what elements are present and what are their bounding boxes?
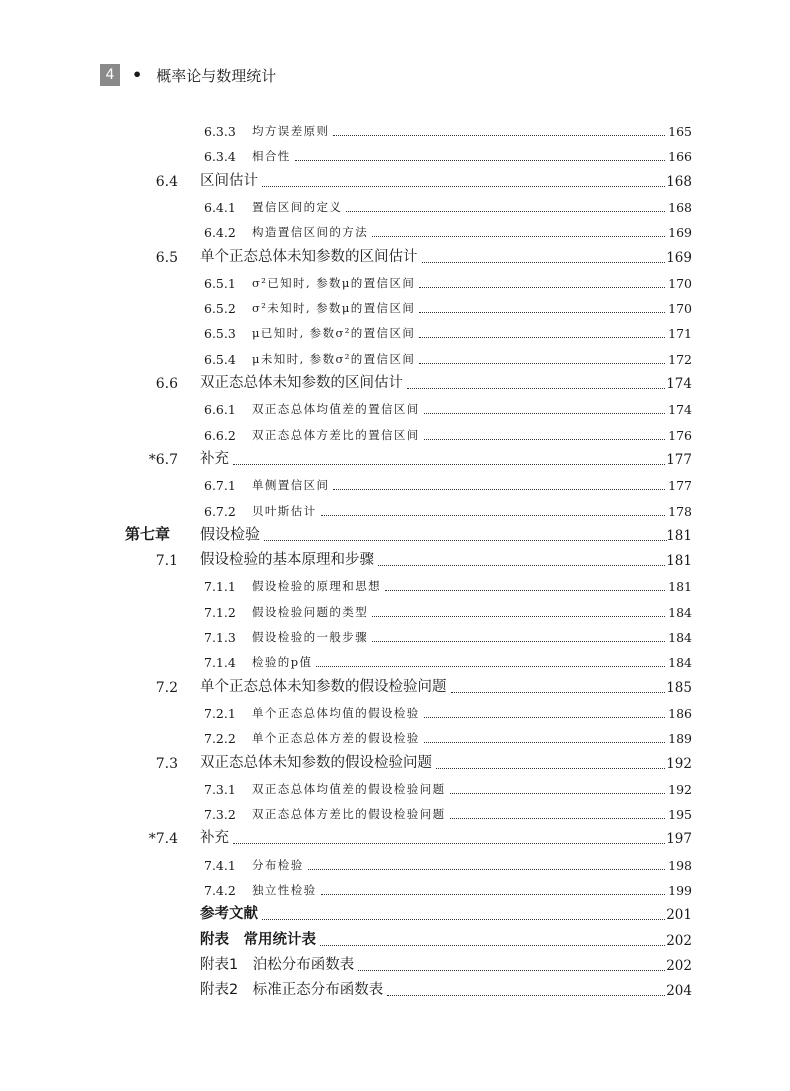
toc-entry xyxy=(0,599,790,623)
toc-entry-number: 第七章 xyxy=(125,524,171,543)
toc-entry-number: 7.2.2 xyxy=(204,731,236,747)
toc-entry-number: 6.5.1 xyxy=(204,275,236,291)
toc-entry-title: 双正态总体未知参数的区间估计 xyxy=(200,375,403,391)
toc-entry-number: 7.1.1 xyxy=(204,579,236,595)
toc-entry-title: 双正态总体方差比的置信区间 xyxy=(252,427,420,442)
toc-dot-leader xyxy=(419,337,665,338)
toc-entry-title: 单个正态总体均值的假设检验 xyxy=(252,705,420,720)
toc-dot-leader xyxy=(358,970,665,971)
toc-entry-title: 双正态总体均值差的置信区间 xyxy=(252,402,420,417)
toc-dot-leader xyxy=(233,464,665,465)
toc-dot-leader xyxy=(407,388,665,389)
toc-entry-page: 171 xyxy=(668,326,692,342)
toc-entry xyxy=(0,700,790,724)
toc-entry-number: 6.7.2 xyxy=(204,503,236,519)
toc-dot-leader xyxy=(372,236,665,237)
toc-entry-title: 附表2 标准正态分布函数表 xyxy=(200,982,384,999)
toc-entry-title: 补充 xyxy=(200,830,229,847)
toc-dot-leader xyxy=(320,945,665,946)
toc-entry-number: 6.3.3 xyxy=(204,124,236,139)
toc-entry-page: 197 xyxy=(666,831,692,848)
toc-entry-number: *7.4 xyxy=(148,831,178,848)
toc-entry-number: 6.6.2 xyxy=(204,427,236,443)
toc-entry-title: 单侧置信区间 xyxy=(252,478,330,493)
toc-dot-leader xyxy=(316,666,665,667)
toc-entry-title: 独立性检验 xyxy=(252,883,317,897)
toc-entry xyxy=(0,245,790,269)
toc-entry xyxy=(0,447,790,471)
toc-entry-number: 7.1.3 xyxy=(204,630,236,645)
toc-entry-page: 202 xyxy=(666,932,692,949)
toc-entry-title: 构造置信区间的方法 xyxy=(252,225,369,240)
toc-entry-number: 7.1.4 xyxy=(204,655,236,671)
toc-entry-page: 168 xyxy=(668,199,692,215)
toc-dot-leader xyxy=(387,995,665,996)
toc-dot-leader xyxy=(233,843,665,844)
toc-entry xyxy=(0,826,790,850)
toc-entry-page: 177 xyxy=(666,451,692,468)
toc-dot-leader xyxy=(264,540,667,541)
toc-entry-page: 166 xyxy=(668,149,692,165)
toc-entry-title: 分布检验 xyxy=(252,857,304,872)
toc-entry xyxy=(0,928,790,952)
toc-dot-leader xyxy=(346,211,665,212)
toc-entry-number: 7.3 xyxy=(155,755,178,772)
toc-entry-number: 7.3.2 xyxy=(204,807,236,823)
toc-entry xyxy=(0,902,790,926)
toc-entry-number: 6.6.1 xyxy=(204,402,236,418)
toc-entry xyxy=(0,978,790,1002)
toc-entry-page: 174 xyxy=(666,376,692,392)
toc-entry xyxy=(0,624,790,648)
toc-entry-title: 单个正态总体未知参数的假设检验问题 xyxy=(200,678,447,695)
toc-dot-leader xyxy=(419,312,665,313)
page-number: 4 xyxy=(100,64,120,86)
toc-entry-page: 192 xyxy=(666,755,692,772)
toc-entry-title: σ²已知时, 参数μ的置信区间 xyxy=(252,275,416,290)
toc-entry-title: μ未知时, 参数σ²的置信区间 xyxy=(252,351,416,366)
toc-entry-number: 7.3.1 xyxy=(204,781,236,797)
page-header xyxy=(100,64,276,86)
toc-dot-leader xyxy=(424,439,665,440)
toc-entry-title: σ²未知时, 参数μ的置信区间 xyxy=(252,301,416,316)
toc-entry-page: 170 xyxy=(668,275,692,291)
toc-entry-page: 185 xyxy=(666,679,692,696)
toc-entry xyxy=(0,320,790,344)
toc-entry-page: 181 xyxy=(666,553,692,570)
toc-dot-leader xyxy=(424,413,665,414)
toc-entry-page: 199 xyxy=(668,883,692,898)
toc-dot-leader xyxy=(451,692,665,693)
toc-entry-page: 181 xyxy=(666,527,692,544)
toc-entry-title: 置信区间的定义 xyxy=(252,199,343,214)
toc-entry-title: 单个正态总体未知参数的区间估计 xyxy=(200,248,418,265)
toc-entry-title: 双正态总体均值差的假设检验问题 xyxy=(252,781,446,796)
toc-entry-page: 186 xyxy=(668,705,692,721)
toc-entry-title: 假设检验 xyxy=(200,524,261,543)
toc-entry xyxy=(0,953,790,977)
toc-dot-leader xyxy=(385,590,665,591)
toc-entry xyxy=(0,776,790,800)
toc-dot-leader xyxy=(436,768,665,769)
toc-dot-leader xyxy=(372,616,665,617)
toc-entry-title: 参考文献 xyxy=(200,906,258,923)
toc-entry-page: 169 xyxy=(666,249,692,266)
toc-entry-page: 201 xyxy=(666,907,692,924)
toc-dot-leader xyxy=(424,717,665,718)
toc-entry xyxy=(0,169,790,193)
toc-entry-title: 假设检验的基本原理和步骤 xyxy=(200,552,374,569)
toc-entry-page: 202 xyxy=(666,957,692,974)
toc-dot-leader xyxy=(321,894,665,895)
toc-entry-title: 相合性 xyxy=(252,149,291,164)
toc-dot-leader xyxy=(450,818,665,819)
toc-dot-leader xyxy=(450,793,665,794)
toc-entry-page: 170 xyxy=(668,301,692,317)
toc-entry-page: 189 xyxy=(668,731,692,747)
toc-entry xyxy=(0,725,790,749)
toc-entry-page: 184 xyxy=(668,604,692,620)
toc-entry-title: 单个正态总体方差的假设检验 xyxy=(252,731,420,746)
toc-entry xyxy=(0,649,790,673)
toc-entry xyxy=(0,523,790,547)
toc-entry xyxy=(0,751,790,775)
toc-entry-number: 6.5.2 xyxy=(204,301,236,317)
toc-entry xyxy=(0,548,790,572)
toc-dot-leader xyxy=(321,515,665,516)
toc-entry xyxy=(0,422,790,446)
toc-entry-number: 6.5 xyxy=(155,249,178,266)
toc-entry-page: 176 xyxy=(668,427,692,443)
toc-entry-title: μ已知时, 参数σ²的置信区间 xyxy=(252,326,416,341)
toc-entry-title: 补充 xyxy=(200,450,229,467)
toc-entry-number: 7.1.2 xyxy=(204,604,236,620)
toc-entry-title: 区间估计 xyxy=(200,172,258,189)
toc-entry-number: 7.4.2 xyxy=(204,883,236,898)
toc-entry-number: 6.7.1 xyxy=(204,478,236,494)
toc-entry-number: 7.2.1 xyxy=(204,705,236,721)
toc-entry-page: 177 xyxy=(668,478,692,494)
toc-entry xyxy=(0,118,790,142)
toc-entry-title: 双正态总体未知参数的假设检验问题 xyxy=(200,754,432,771)
toc-entry-page: 198 xyxy=(668,857,692,873)
toc-entry-page: 192 xyxy=(668,781,692,797)
toc-entry-number: 6.4.2 xyxy=(204,225,236,241)
toc-dot-leader xyxy=(372,641,665,642)
toc-entry xyxy=(0,498,790,522)
toc-entry-number: 7.1 xyxy=(155,553,178,570)
toc-entry-page: 172 xyxy=(668,351,692,367)
toc-entry xyxy=(0,194,790,218)
toc-entry-title: 双正态总体方差比的假设检验问题 xyxy=(252,807,446,822)
toc-entry xyxy=(0,346,790,370)
toc-entry xyxy=(0,219,790,243)
toc-entry-title: 假设检验的原理和思想 xyxy=(252,579,381,594)
toc-entry-page: 181 xyxy=(668,579,692,595)
toc-entry-number: 6.5.3 xyxy=(204,326,236,342)
toc-dot-leader xyxy=(262,186,665,187)
toc-entry-number: 6.4.1 xyxy=(204,199,236,215)
toc-dot-leader xyxy=(424,742,665,743)
toc-entry xyxy=(0,852,790,876)
toc-dot-leader xyxy=(333,135,665,136)
toc-dot-leader xyxy=(262,919,665,920)
toc-dot-leader xyxy=(422,262,665,263)
toc-dot-leader xyxy=(333,489,665,490)
toc-entry xyxy=(0,877,790,901)
toc-entry xyxy=(0,295,790,319)
toc-entry xyxy=(0,675,790,699)
header-bullet: • xyxy=(132,65,143,84)
toc-dot-leader xyxy=(295,160,665,161)
toc-entry-number: 6.6 xyxy=(155,376,178,392)
toc-entry-number: 6.5.4 xyxy=(204,351,236,367)
toc-dot-leader xyxy=(308,869,665,870)
toc-entry-number: 6.4 xyxy=(155,173,178,190)
toc-entry-page: 174 xyxy=(668,402,692,418)
toc-entry-title: 附表 常用统计表 xyxy=(200,931,316,948)
toc-entry xyxy=(0,801,790,825)
toc-entry-number: 7.4.1 xyxy=(204,857,236,873)
toc-entry xyxy=(0,270,790,294)
toc-dot-leader xyxy=(419,287,665,288)
toc-entry-title: 均方误差原则 xyxy=(252,124,330,138)
toc-entry-page: 184 xyxy=(668,655,692,671)
toc-entry-title: 附表1 泊松分布函数表 xyxy=(200,956,355,973)
toc-entry-number: 7.2 xyxy=(155,679,178,696)
toc-entry-page: 178 xyxy=(668,503,692,519)
toc-entry-title: 假设检验问题的类型 xyxy=(252,604,369,619)
toc-entry-title: 贝叶斯估计 xyxy=(252,503,317,518)
toc-entry-number: *6.7 xyxy=(148,451,178,468)
toc-entry-page: 165 xyxy=(668,124,692,139)
toc-entry-page: 169 xyxy=(668,225,692,241)
toc-entry xyxy=(0,472,790,496)
toc-entry-title: 检验的p值 xyxy=(252,655,313,670)
toc-dot-leader xyxy=(378,565,665,566)
toc-entry-page: 204 xyxy=(666,983,692,1000)
toc-entry-number: 6.3.4 xyxy=(204,149,236,165)
toc-entry-page: 168 xyxy=(666,173,692,190)
toc-entry xyxy=(0,371,790,395)
toc-entry xyxy=(0,396,790,420)
toc-entry-title: 假设检验的一般步骤 xyxy=(252,630,369,644)
book-title: 概率论与数理统计 xyxy=(156,66,277,85)
toc-entry xyxy=(0,143,790,167)
toc-entry-page: 184 xyxy=(668,630,692,645)
toc-dot-leader xyxy=(419,363,665,364)
toc-entry-page: 195 xyxy=(668,807,692,823)
toc-entry xyxy=(0,573,790,597)
